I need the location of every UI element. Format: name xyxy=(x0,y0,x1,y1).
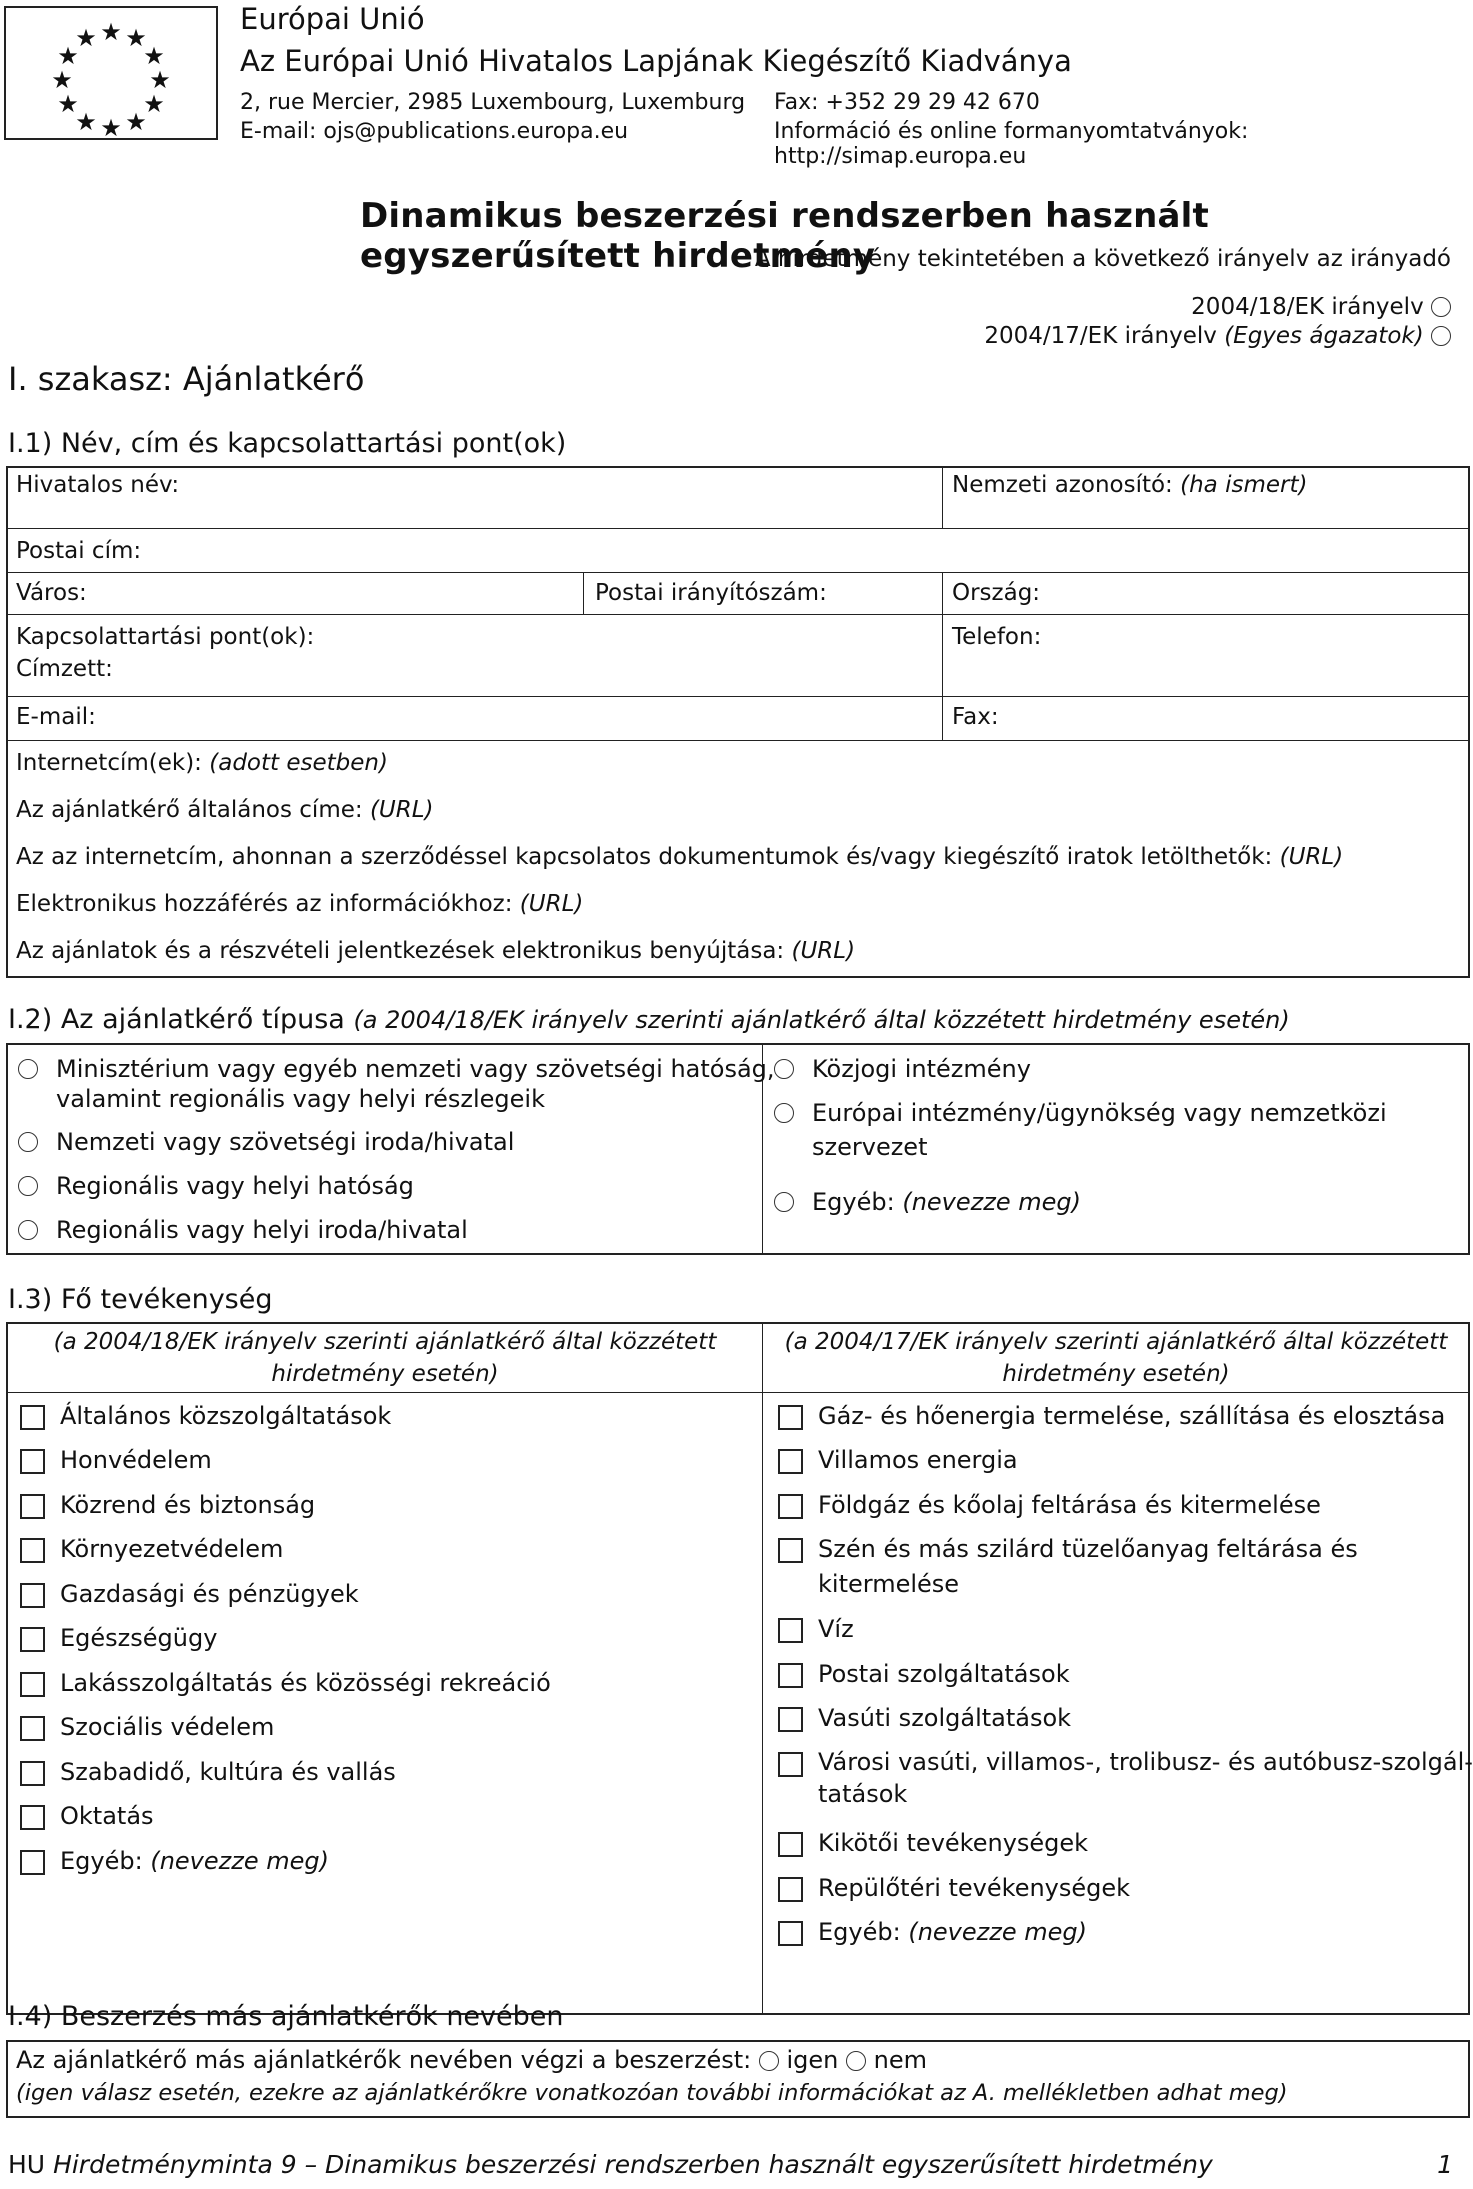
checkbox-icon[interactable] xyxy=(778,1752,803,1777)
heading-i2: I.2) Az ajánlatkérő típusa (a 2004/18/EK irányelv szerinti ajánlatkérő által közzétett hirdetmény esetén) xyxy=(8,1004,1290,1035)
checkbox-icon[interactable] xyxy=(778,1538,803,1563)
contact-box xyxy=(6,466,1470,978)
activity-other-right[interactable]: Egyéb: (nevezze meg) xyxy=(778,1915,1087,1950)
checkbox-icon[interactable] xyxy=(20,1850,45,1875)
internet-label: Internetcím(ek): (adott esetben) xyxy=(16,750,388,776)
yes-radio-icon[interactable] xyxy=(759,2051,779,2071)
email-address: E-mail: ojs@publications.europa.eu xyxy=(240,119,629,144)
heading-i1: I.1) Név, cím és kapcsolattartási pont(ok) xyxy=(8,428,567,459)
city-label: Város: xyxy=(16,580,87,606)
no-radio-icon[interactable] xyxy=(846,2051,866,2071)
national-id-label: Nemzeti azonosító: (ha ismert) xyxy=(952,472,1308,498)
activity-defence[interactable]: Honvédelem xyxy=(20,1443,212,1478)
telephone-label: Telefon: xyxy=(952,624,1042,650)
electronic-access-label: Elektronikus hozzáférés az információkhoz: (URL) xyxy=(16,891,584,917)
eu-stars-icon xyxy=(6,8,216,138)
activity-health[interactable]: Egészségügy xyxy=(20,1621,217,1656)
footer: HU Hirdetményminta 9 – Dinamikus beszerzési rendszerben használt egyszerűsített hirdetmény xyxy=(8,2150,1213,2179)
checkbox-icon[interactable] xyxy=(20,1538,45,1563)
svg-text:★: ★ xyxy=(100,114,122,138)
checkbox-icon[interactable] xyxy=(20,1805,45,1830)
no-label[interactable]: nem xyxy=(873,2046,928,2074)
activity-oil-gas[interactable]: Földgáz és kőolaj feltárása és kitermelése xyxy=(778,1488,1321,1523)
type-option-national-agency[interactable]: Nemzeti vagy szövetségi iroda/hivatal xyxy=(18,1125,514,1159)
activity-urban-transport[interactable]: Városi vasúti, villamos-, trolibusz- és autóbusz-szolgál- tatások xyxy=(778,1746,1473,1810)
electronic-submission-label: Az ajánlatok és a részvételi jelentkezések elektronikus benyújtása: (URL) xyxy=(16,938,856,964)
radio-icon[interactable] xyxy=(18,1059,38,1079)
checkbox-icon[interactable] xyxy=(778,1877,803,1902)
svg-text:★: ★ xyxy=(57,90,79,118)
general-address-label: Az ajánlatkérő általános címe: (URL) xyxy=(16,797,434,823)
activity-water[interactable]: Víz xyxy=(778,1612,854,1647)
checkbox-icon[interactable] xyxy=(20,1494,45,1519)
postal-address-label: Postai cím: xyxy=(16,538,142,564)
type-option-eu-institution[interactable]: Európai intézmény/ügynökség vagy nemzetközi szervezet xyxy=(774,1096,1387,1164)
radio-icon[interactable] xyxy=(1431,326,1451,346)
activity-port[interactable]: Kikötői tevékenységek xyxy=(778,1826,1088,1861)
svg-text:★: ★ xyxy=(57,42,79,70)
checkbox-icon[interactable] xyxy=(778,1663,803,1688)
type-option-ministry[interactable]: Minisztérium vagy egyéb nemzeti vagy szövetségi hatóság, valamint regionális vagy helyi részlegeik xyxy=(18,1052,775,1112)
radio-icon[interactable] xyxy=(774,1103,794,1123)
activity-social-protection[interactable]: Szociális védelem xyxy=(20,1710,274,1745)
checkbox-icon[interactable] xyxy=(20,1672,45,1697)
on-behalf-note: (igen válasz esetén, ezekre az ajánlatkérőkre vonatkozóan további információkat az A. mellékletben adhat meg) xyxy=(16,2080,1288,2106)
left-column-head: (a 2004/18/EK irányelv szerinti ajánlatkérő által közzétett hirdetmény esetén) xyxy=(53,1329,717,1387)
checkbox-icon[interactable] xyxy=(20,1761,45,1786)
radio-icon[interactable] xyxy=(774,1059,794,1079)
type-option-regional-authority[interactable]: Regionális vagy helyi hatóság xyxy=(18,1169,414,1203)
country-label: Ország: xyxy=(952,580,1041,606)
activity-environment[interactable]: Környezetvédelem xyxy=(20,1532,283,1567)
address: 2, rue Mercier, 2985 Luxembourg, Luxemburg xyxy=(240,90,746,115)
radio-icon[interactable] xyxy=(18,1132,38,1152)
checkbox-icon[interactable] xyxy=(778,1449,803,1474)
right-column-head: (a 2004/17/EK irányelv szerinti ajánlatkérő által közzétett hirdetmény esetén) xyxy=(784,1329,1448,1387)
directive-intro: A hirdetmény tekintetében a következő irányelv az irányadó xyxy=(754,246,1451,272)
type-option-other[interactable]: Egyéb: (nevezze meg) xyxy=(774,1185,1081,1219)
heading-i3: I.3) Fő tevékenység xyxy=(8,1284,273,1315)
svg-text:★: ★ xyxy=(143,42,165,70)
type-option-public-law-body[interactable]: Közjogi intézmény xyxy=(774,1052,1031,1086)
svg-text:★: ★ xyxy=(51,66,73,94)
official-name-label: Hivatalos név: xyxy=(16,472,180,498)
contact-points-label: Kapcsolattartási pont(ok): xyxy=(16,624,315,650)
checkbox-icon[interactable] xyxy=(20,1583,45,1608)
checkbox-icon[interactable] xyxy=(778,1707,803,1732)
directive-option-2[interactable]: 2004/17/EK irányelv (Egyes ágazatok) xyxy=(984,323,1451,349)
svg-text:★: ★ xyxy=(75,24,97,52)
activity-general-public-services[interactable]: Általános közszolgáltatások xyxy=(20,1399,391,1434)
checkbox-icon[interactable] xyxy=(778,1618,803,1643)
eu-flag-logo xyxy=(4,6,218,140)
checkbox-icon[interactable] xyxy=(20,1405,45,1430)
fax-number: Fax: +352 29 29 42 670 xyxy=(774,90,1040,115)
svg-text:★: ★ xyxy=(125,24,147,52)
activity-coal[interactable]: Szén és más szilárd tüzelőanyag feltárása és kitermelése xyxy=(778,1532,1358,1602)
email-label: E-mail: xyxy=(16,704,96,730)
svg-text:★: ★ xyxy=(75,108,97,136)
radio-icon[interactable] xyxy=(18,1176,38,1196)
activity-railway[interactable]: Vasúti szolgáltatások xyxy=(778,1701,1071,1736)
postcode-label: Postai irányítószám: xyxy=(595,580,827,606)
checkbox-icon[interactable] xyxy=(20,1716,45,1741)
directive-option-1[interactable]: 2004/18/EK irányelv xyxy=(1191,294,1451,320)
checkbox-icon[interactable] xyxy=(778,1494,803,1519)
on-behalf-question: Az ajánlatkérő más ajánlatkérők nevében végzi a beszerzést: igen nem xyxy=(16,2046,928,2074)
section-title: I. szakasz: Ajánlatkérő xyxy=(8,360,365,398)
docs-address-label: Az az internetcím, ahonnan a szerződéssel kapcsolatos dokumentumok és/vagy kiegészítő iratok letölthetők: (URL) xyxy=(16,844,1344,870)
fax-label: Fax: xyxy=(952,704,999,730)
svg-text:★: ★ xyxy=(149,66,171,94)
activity-gas-heat[interactable]: Gáz- és hőenergia termelése, szállítása és elosztása xyxy=(778,1399,1445,1434)
eu-name: Európai Unió xyxy=(240,2,425,36)
activity-other-left[interactable]: Egyéb: (nevezze meg) xyxy=(20,1844,329,1879)
svg-text:★: ★ xyxy=(125,108,147,136)
document-title: Dinamikus beszerzési rendszerben használt egyszerűsített hirdetmény xyxy=(360,196,1209,276)
activity-postal[interactable]: Postai szolgáltatások xyxy=(778,1657,1070,1692)
publication-title: Az Európai Unió Hivatalos Lapjának Kiegészítő Kiadványa xyxy=(240,44,1072,78)
page-number: 1 xyxy=(1437,2150,1453,2179)
activity-electricity[interactable]: Villamos energia xyxy=(778,1443,1018,1478)
radio-icon[interactable] xyxy=(18,1220,38,1240)
activity-education[interactable]: Oktatás xyxy=(20,1799,154,1834)
main-activity-box xyxy=(6,1322,1473,2015)
radio-icon[interactable] xyxy=(774,1192,794,1212)
heading-i4: I.4) Beszerzés más ajánlatkérők nevében xyxy=(8,2001,564,2032)
contracting-type-box xyxy=(6,1043,1470,1255)
checkbox-icon[interactable] xyxy=(778,1405,803,1430)
svg-text:★: ★ xyxy=(100,18,122,46)
attention-label: Címzett: xyxy=(16,656,113,682)
checkbox-icon[interactable] xyxy=(778,1832,803,1857)
on-behalf-box xyxy=(6,2040,1470,2118)
checkbox-icon[interactable] xyxy=(778,1921,803,1946)
activity-airport[interactable]: Repülőtéri tevékenységek xyxy=(778,1871,1130,1906)
checkbox-icon[interactable] xyxy=(20,1627,45,1652)
yes-label[interactable]: igen xyxy=(786,2046,839,2074)
activity-recreation[interactable]: Szabadidő, kultúra és vallás xyxy=(20,1755,396,1790)
radio-icon[interactable] xyxy=(1431,297,1451,317)
info-link[interactable]: Információ és online formanyomtatványok: http://simap.europa.eu xyxy=(774,119,1249,169)
activity-economic-financial[interactable]: Gazdasági és pénzügyek xyxy=(20,1577,359,1612)
svg-text:★: ★ xyxy=(143,90,165,118)
activity-public-order[interactable]: Közrend és biztonság xyxy=(20,1488,315,1523)
activity-housing[interactable]: Lakásszolgáltatás és közösségi rekreáció xyxy=(20,1666,551,1701)
checkbox-icon[interactable] xyxy=(20,1449,45,1474)
type-option-regional-agency[interactable]: Regionális vagy helyi iroda/hivatal xyxy=(18,1213,468,1247)
